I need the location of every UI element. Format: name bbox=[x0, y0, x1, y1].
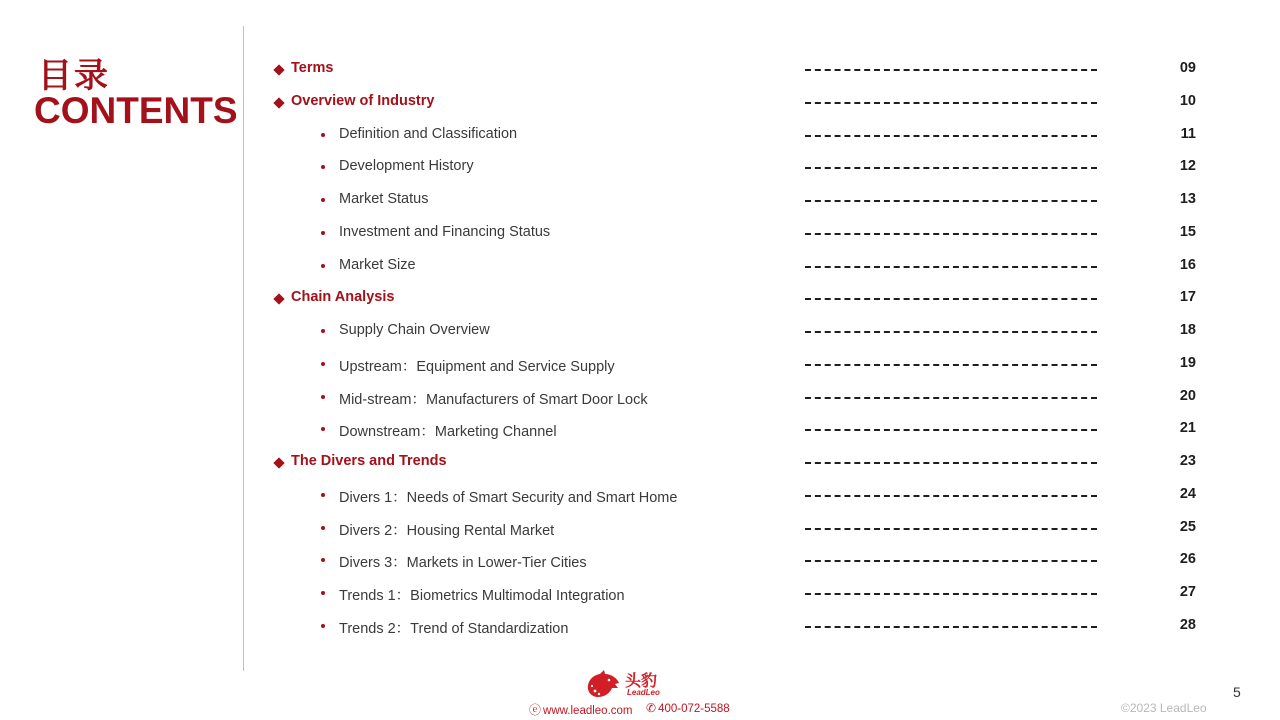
contents-title-chinese: 目录 bbox=[38, 56, 110, 96]
toc-subsection-row[interactable] bbox=[0, 581, 1280, 607]
toc-entry-label: Divers 2：Housing Rental Market bbox=[339, 522, 555, 539]
leadleo-logo bbox=[585, 667, 665, 701]
diamond-icon bbox=[273, 294, 284, 305]
toc-entry-label: Divers 3：Markets in Lower-Tier Cities bbox=[339, 555, 587, 572]
toc-entry-label: The Divers and Trends bbox=[291, 453, 447, 469]
bullet-dot-icon bbox=[321, 231, 325, 235]
toc-page-number: 18 bbox=[1179, 322, 1196, 338]
toc-page-number: 21 bbox=[1179, 420, 1196, 437]
toc-page-number: 13 bbox=[1179, 191, 1196, 207]
bullet-dot-icon bbox=[321, 133, 325, 137]
toc-section-row[interactable] bbox=[0, 286, 1280, 312]
toc-page-number: 16 bbox=[1179, 256, 1196, 273]
dotted-leader-line bbox=[805, 528, 1097, 530]
dotted-leader-line bbox=[805, 495, 1097, 497]
toc-entry-label: Trends 2：Trend of Standardization bbox=[339, 620, 569, 637]
dotted-leader-line bbox=[805, 593, 1097, 595]
toc-section-row[interactable] bbox=[0, 450, 1280, 476]
bullet-dot-icon bbox=[321, 427, 325, 431]
bullet-dot-icon bbox=[321, 395, 325, 399]
toc-page-number: 28 bbox=[1179, 616, 1196, 633]
toc-section-row[interactable] bbox=[0, 90, 1280, 116]
dotted-leader-line bbox=[805, 331, 1097, 333]
toc-page-number: 26 bbox=[1179, 551, 1196, 568]
logo-chinese-name: 头豹 bbox=[625, 671, 658, 690]
toc-entry-label: Definition and Classification bbox=[339, 125, 518, 142]
diamond-icon bbox=[273, 97, 284, 108]
toc-entry-label: Development History bbox=[339, 158, 474, 175]
bullet-dot-icon bbox=[321, 165, 325, 169]
phone-icon: ✆ bbox=[646, 701, 657, 715]
contents-title-english: CONTENTS bbox=[34, 90, 238, 131]
bullet-dot-icon bbox=[321, 558, 325, 562]
copyright-text: ©2023 LeadLeo bbox=[1121, 701, 1207, 715]
dotted-leader-line bbox=[805, 298, 1097, 300]
phone-text: 400-072-5588 bbox=[658, 703, 730, 715]
toc-entry-label: Downstream：Marketing Channel bbox=[339, 424, 557, 441]
toc-subsection-row[interactable] bbox=[0, 516, 1280, 542]
toc-page-number: 17 bbox=[1179, 289, 1196, 306]
toc-subsection-row[interactable] bbox=[0, 614, 1280, 640]
diamond-icon bbox=[273, 64, 284, 75]
toc-page-number: 09 bbox=[1179, 60, 1196, 76]
logo-english-name: LeadLeo bbox=[627, 688, 660, 697]
toc-subsection-row[interactable] bbox=[0, 483, 1280, 509]
dotted-leader-line bbox=[805, 135, 1097, 137]
toc-page-number: 12 bbox=[1179, 158, 1196, 175]
phone-contact bbox=[646, 701, 730, 715]
bullet-dot-icon bbox=[321, 493, 325, 497]
dotted-leader-line bbox=[805, 429, 1097, 431]
slide-number: 5 bbox=[1233, 684, 1241, 700]
toc-subsection-row[interactable] bbox=[0, 417, 1280, 443]
browser-e-icon: ⓔ bbox=[529, 703, 542, 717]
dotted-leader-line bbox=[805, 266, 1097, 268]
dotted-leader-line bbox=[805, 69, 1097, 71]
diamond-icon bbox=[273, 457, 284, 468]
toc-entry-label: Investment and Financing Status bbox=[339, 223, 551, 240]
toc-entry-label: Divers 1：Needs of Smart Security and Smart Home bbox=[339, 489, 678, 506]
toc-page-number: 27 bbox=[1179, 584, 1196, 600]
toc-entry-label: Mid-stream：Manufacturers of Smart Door Lock bbox=[339, 391, 648, 408]
toc-entry-label: Market Status bbox=[339, 191, 429, 207]
toc-entry-label: Upstream：Equipment and Service Supply bbox=[339, 358, 615, 375]
bullet-dot-icon bbox=[321, 624, 325, 628]
toc-page-number: 25 bbox=[1179, 518, 1196, 535]
dotted-leader-line bbox=[805, 397, 1097, 399]
dotted-leader-line bbox=[805, 462, 1097, 464]
dotted-leader-line bbox=[805, 560, 1097, 562]
toc-entry-label: Market Size bbox=[339, 256, 416, 273]
toc-page-number: 10 bbox=[1179, 92, 1196, 109]
bullet-dot-icon bbox=[321, 591, 325, 595]
toc-entry-label: Terms bbox=[291, 60, 334, 76]
toc-subsection-row[interactable] bbox=[0, 319, 1280, 345]
toc-subsection-row[interactable] bbox=[0, 221, 1280, 247]
toc-entry-label: Supply Chain Overview bbox=[339, 322, 490, 338]
bullet-dot-icon bbox=[321, 198, 325, 202]
toc-page-number: 23 bbox=[1179, 453, 1196, 469]
toc-entry-label: Overview of Industry bbox=[291, 92, 435, 109]
dotted-leader-line bbox=[805, 102, 1097, 104]
toc-subsection-row[interactable] bbox=[0, 385, 1280, 411]
dotted-leader-line bbox=[805, 200, 1097, 202]
bullet-dot-icon bbox=[321, 362, 325, 366]
toc-subsection-row[interactable] bbox=[0, 548, 1280, 574]
toc-page-number: 15 bbox=[1179, 223, 1196, 240]
toc-subsection-row[interactable] bbox=[0, 155, 1280, 181]
toc-subsection-row[interactable] bbox=[0, 352, 1280, 378]
toc-subsection-row[interactable] bbox=[0, 188, 1280, 214]
toc-entry-label: Chain Analysis bbox=[291, 289, 395, 306]
leopard-logo-icon bbox=[585, 669, 621, 699]
toc-page-number: 11 bbox=[1180, 125, 1196, 142]
bullet-dot-icon bbox=[321, 329, 325, 333]
website-text: www.leadleo.com bbox=[543, 705, 633, 717]
website-link[interactable] bbox=[529, 701, 633, 718]
dotted-leader-line bbox=[805, 626, 1097, 628]
toc-section-row[interactable] bbox=[0, 57, 1280, 83]
toc-page-number: 19 bbox=[1179, 354, 1196, 371]
toc-entry-label: Trends 1：Biometrics Multimodal Integration bbox=[339, 588, 625, 604]
dotted-leader-line bbox=[805, 167, 1097, 169]
bullet-dot-icon bbox=[321, 526, 325, 530]
toc-subsection-row[interactable] bbox=[0, 123, 1280, 149]
dotted-leader-line bbox=[805, 233, 1097, 235]
bullet-dot-icon bbox=[321, 264, 325, 268]
toc-page-number: 20 bbox=[1179, 387, 1196, 404]
dotted-leader-line bbox=[805, 364, 1097, 366]
toc-page-number: 24 bbox=[1179, 485, 1196, 502]
toc-subsection-row[interactable] bbox=[0, 254, 1280, 280]
